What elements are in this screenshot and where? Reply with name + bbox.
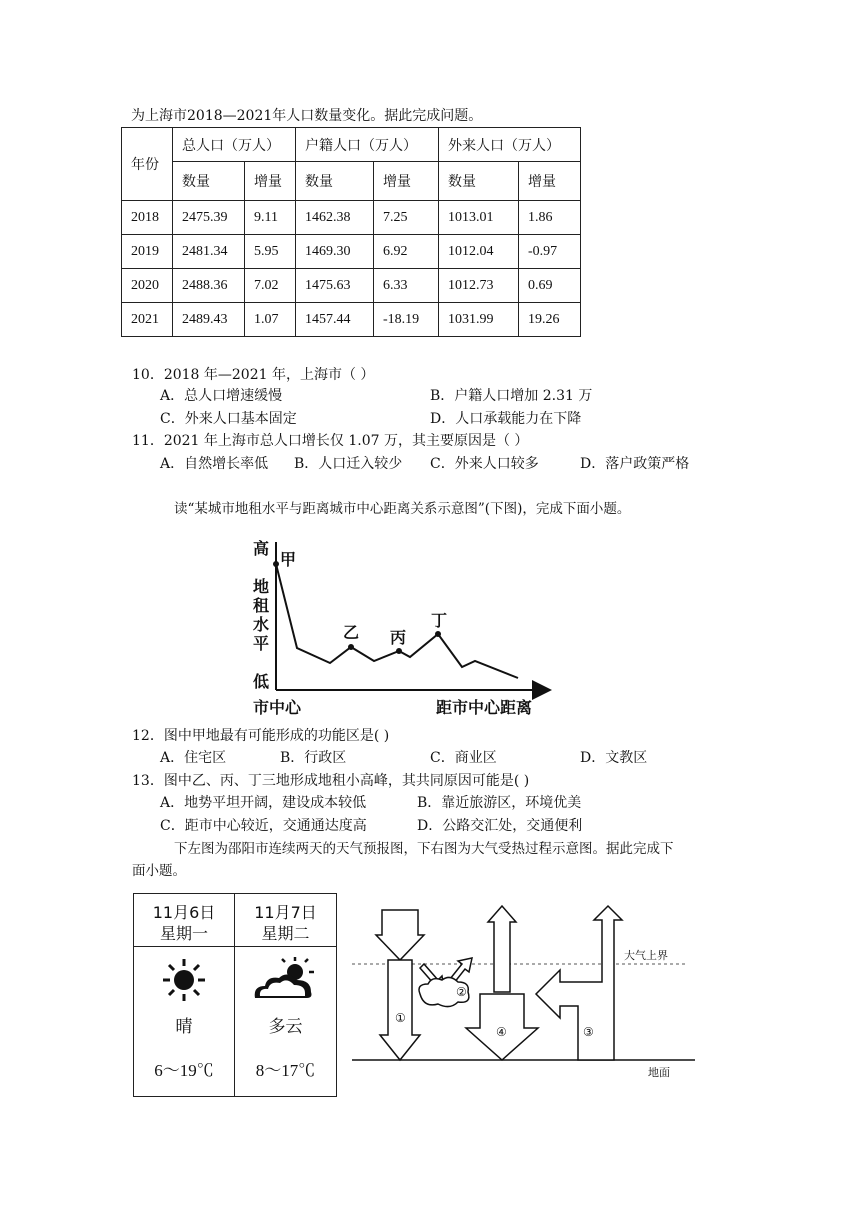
year-header: 年份 — [122, 128, 173, 201]
q13-option-a[interactable]: A．地势平坦开阔，建设成本较低 — [160, 795, 367, 811]
q13-option-c[interactable]: C．距市中心较近，交通通达度高 — [160, 818, 367, 834]
forecast-weekday: 星期二 — [261, 924, 310, 943]
table-cell: -18.19 — [374, 303, 439, 337]
table-cell: 1012.04 — [439, 235, 519, 269]
weather-intro-line1: 下左图为邵阳市连续两天的天气预报图，下右图为大气受热过程示意图。据此完成下 — [174, 841, 674, 857]
ground-radiation-arrow — [488, 906, 516, 992]
label-jia: 甲 — [280, 550, 297, 569]
point-yi — [348, 644, 354, 650]
forecast-date: 11月7日 — [254, 903, 317, 922]
sub-header: 数量 — [439, 162, 519, 201]
x-origin-label: 市中心 — [253, 698, 302, 717]
marker-1: ① — [395, 1011, 406, 1025]
intro-text: 为上海市2018—2021年人口数量变化。据此完成问题。 — [131, 108, 483, 124]
table-cell: 1.86 — [519, 201, 581, 235]
q12-option-a[interactable]: A．住宅区 — [160, 750, 227, 766]
q10-option-c[interactable]: C．外来人口基本固定 — [160, 411, 297, 427]
sub-header: 增量 — [245, 162, 296, 201]
forecast-date: 11月6日 — [152, 903, 216, 922]
table-row — [122, 303, 581, 337]
q13-stem: 13．图中乙、丙、丁三地形成地租小高峰，其共同原因可能是( ) — [132, 773, 530, 789]
table-cell: 1462.38 — [296, 201, 374, 235]
table-cell: 1013.01 — [439, 201, 519, 235]
q12-option-c[interactable]: C．商业区 — [430, 750, 497, 766]
q11-option-a[interactable]: A．自然增长率低 — [160, 456, 269, 472]
sub-header: 数量 — [173, 162, 245, 201]
forecast-temperature: 6～19℃ — [154, 1061, 214, 1080]
point-ding — [435, 631, 441, 637]
arrow-3 — [536, 906, 622, 1060]
table-cell: 2020 — [122, 269, 173, 303]
ground-label: 地面 — [648, 1066, 670, 1079]
table-cell: 5.95 — [245, 235, 296, 269]
forecast-condition: 晴 — [175, 1017, 193, 1037]
x-axis-label: 距市中心距离 — [436, 698, 533, 717]
household-pop-header: 户籍人口（万人） — [296, 128, 439, 162]
table-cell: 2019 — [122, 235, 173, 269]
table-cell: 6.33 — [374, 269, 439, 303]
q11-option-d[interactable]: D．落户政策严格 — [580, 456, 690, 472]
table-cell: 7.25 — [374, 201, 439, 235]
marker-4: ④ — [496, 1025, 507, 1039]
rent-chart-intro: 读“某城市地租水平与距离城市中心距离关系示意图”(下图)，完成下面小题。 — [174, 501, 631, 517]
weather-forecast — [133, 893, 337, 1097]
rent-curve — [276, 564, 518, 678]
total-pop-header: 总人口（万人） — [173, 128, 296, 162]
table-cell: 0.69 — [519, 269, 581, 303]
population-table — [121, 127, 581, 337]
point-bing — [396, 648, 402, 654]
atmosphere-top-label: 大气上界 — [624, 949, 668, 962]
sub-header: 增量 — [519, 162, 581, 201]
y-label-char: 水 — [253, 615, 270, 634]
table-cell: 6.92 — [374, 235, 439, 269]
sub-header: 增量 — [374, 162, 439, 201]
y-label-char: 地 — [253, 577, 270, 596]
q11-option-c[interactable]: C．外来人口较多 — [430, 456, 539, 472]
table-cell: 9.11 — [245, 201, 296, 235]
q11-option-b[interactable]: B．人口迁入较少 — [294, 456, 403, 472]
table-cell: 1457.44 — [296, 303, 374, 337]
forecast-temperature: 8～17℃ — [255, 1061, 316, 1080]
q10-option-b[interactable]: B．户籍人口增加 2.31 万 — [430, 388, 593, 404]
rent-chart — [250, 530, 555, 722]
y-label-char: 平 — [253, 634, 270, 653]
table-cell: 7.02 — [245, 269, 296, 303]
q12-stem: 12．图中甲地最有可能形成的功能区是( ) — [132, 728, 390, 744]
q13-option-b[interactable]: B．靠近旅游区，环境优美 — [417, 795, 582, 811]
table-cell: 1475.63 — [296, 269, 374, 303]
table-cell: 1.07 — [245, 303, 296, 337]
table-row — [122, 269, 581, 303]
sub-header: 数量 — [296, 162, 374, 201]
q11-stem: 11．2021 年上海市总人口增长仅 1.07 万，其主要原因是（ ） — [132, 433, 529, 449]
forecast-day-2 — [234, 894, 336, 1096]
table-cell: 1031.99 — [439, 303, 519, 337]
table-cell: 1469.30 — [296, 235, 374, 269]
table-cell: 2489.43 — [173, 303, 245, 337]
q12-option-b[interactable]: B．行政区 — [280, 750, 347, 766]
migrant-pop-header: 外来人口（万人） — [439, 128, 581, 162]
table-cell: 2021 — [122, 303, 173, 337]
table-cell: 2488.36 — [173, 269, 245, 303]
partly-cloudy-icon — [251, 956, 321, 1004]
forecast-day-1 — [134, 894, 234, 1096]
label-yi: 乙 — [343, 623, 360, 642]
q13-option-d[interactable]: D．公路交汇处，交通便利 — [417, 818, 583, 834]
q10-option-d[interactable]: D．人口承载能力在下降 — [430, 411, 582, 427]
arrow-1 — [380, 960, 420, 1060]
weather-intro-line2: 面小题。 — [132, 863, 186, 879]
y-high-label: 高 — [253, 539, 270, 558]
label-bing: 丙 — [390, 628, 407, 647]
table-row — [122, 201, 581, 235]
y-label-char: 租 — [253, 596, 270, 615]
marker-3: ③ — [583, 1025, 594, 1039]
q10-stem: 10．2018 年—2021 年，上海市（ ） — [132, 367, 375, 383]
marker-2: ② — [456, 985, 467, 999]
forecast-weekday: 星期一 — [159, 924, 208, 943]
table-cell: 2018 — [122, 201, 173, 235]
forecast-condition: 多云 — [268, 1017, 303, 1037]
solar-radiation-arrow — [376, 910, 424, 960]
y-low-label: 低 — [253, 672, 270, 691]
point-jia — [273, 561, 279, 567]
table-cell: 19.26 — [519, 303, 581, 337]
table-cell: -0.97 — [519, 235, 581, 269]
sun-icon — [156, 956, 212, 1004]
q12-option-d[interactable]: D．文教区 — [580, 750, 648, 766]
table-cell: 2475.39 — [173, 201, 245, 235]
q10-option-a[interactable]: A．总人口增速缓慢 — [160, 388, 283, 404]
table-cell: 2481.34 — [173, 235, 245, 269]
table-cell: 1012.73 — [439, 269, 519, 303]
label-ding: 丁 — [431, 611, 448, 630]
atmosphere-heating-diagram — [350, 880, 700, 1085]
table-row — [122, 235, 581, 269]
